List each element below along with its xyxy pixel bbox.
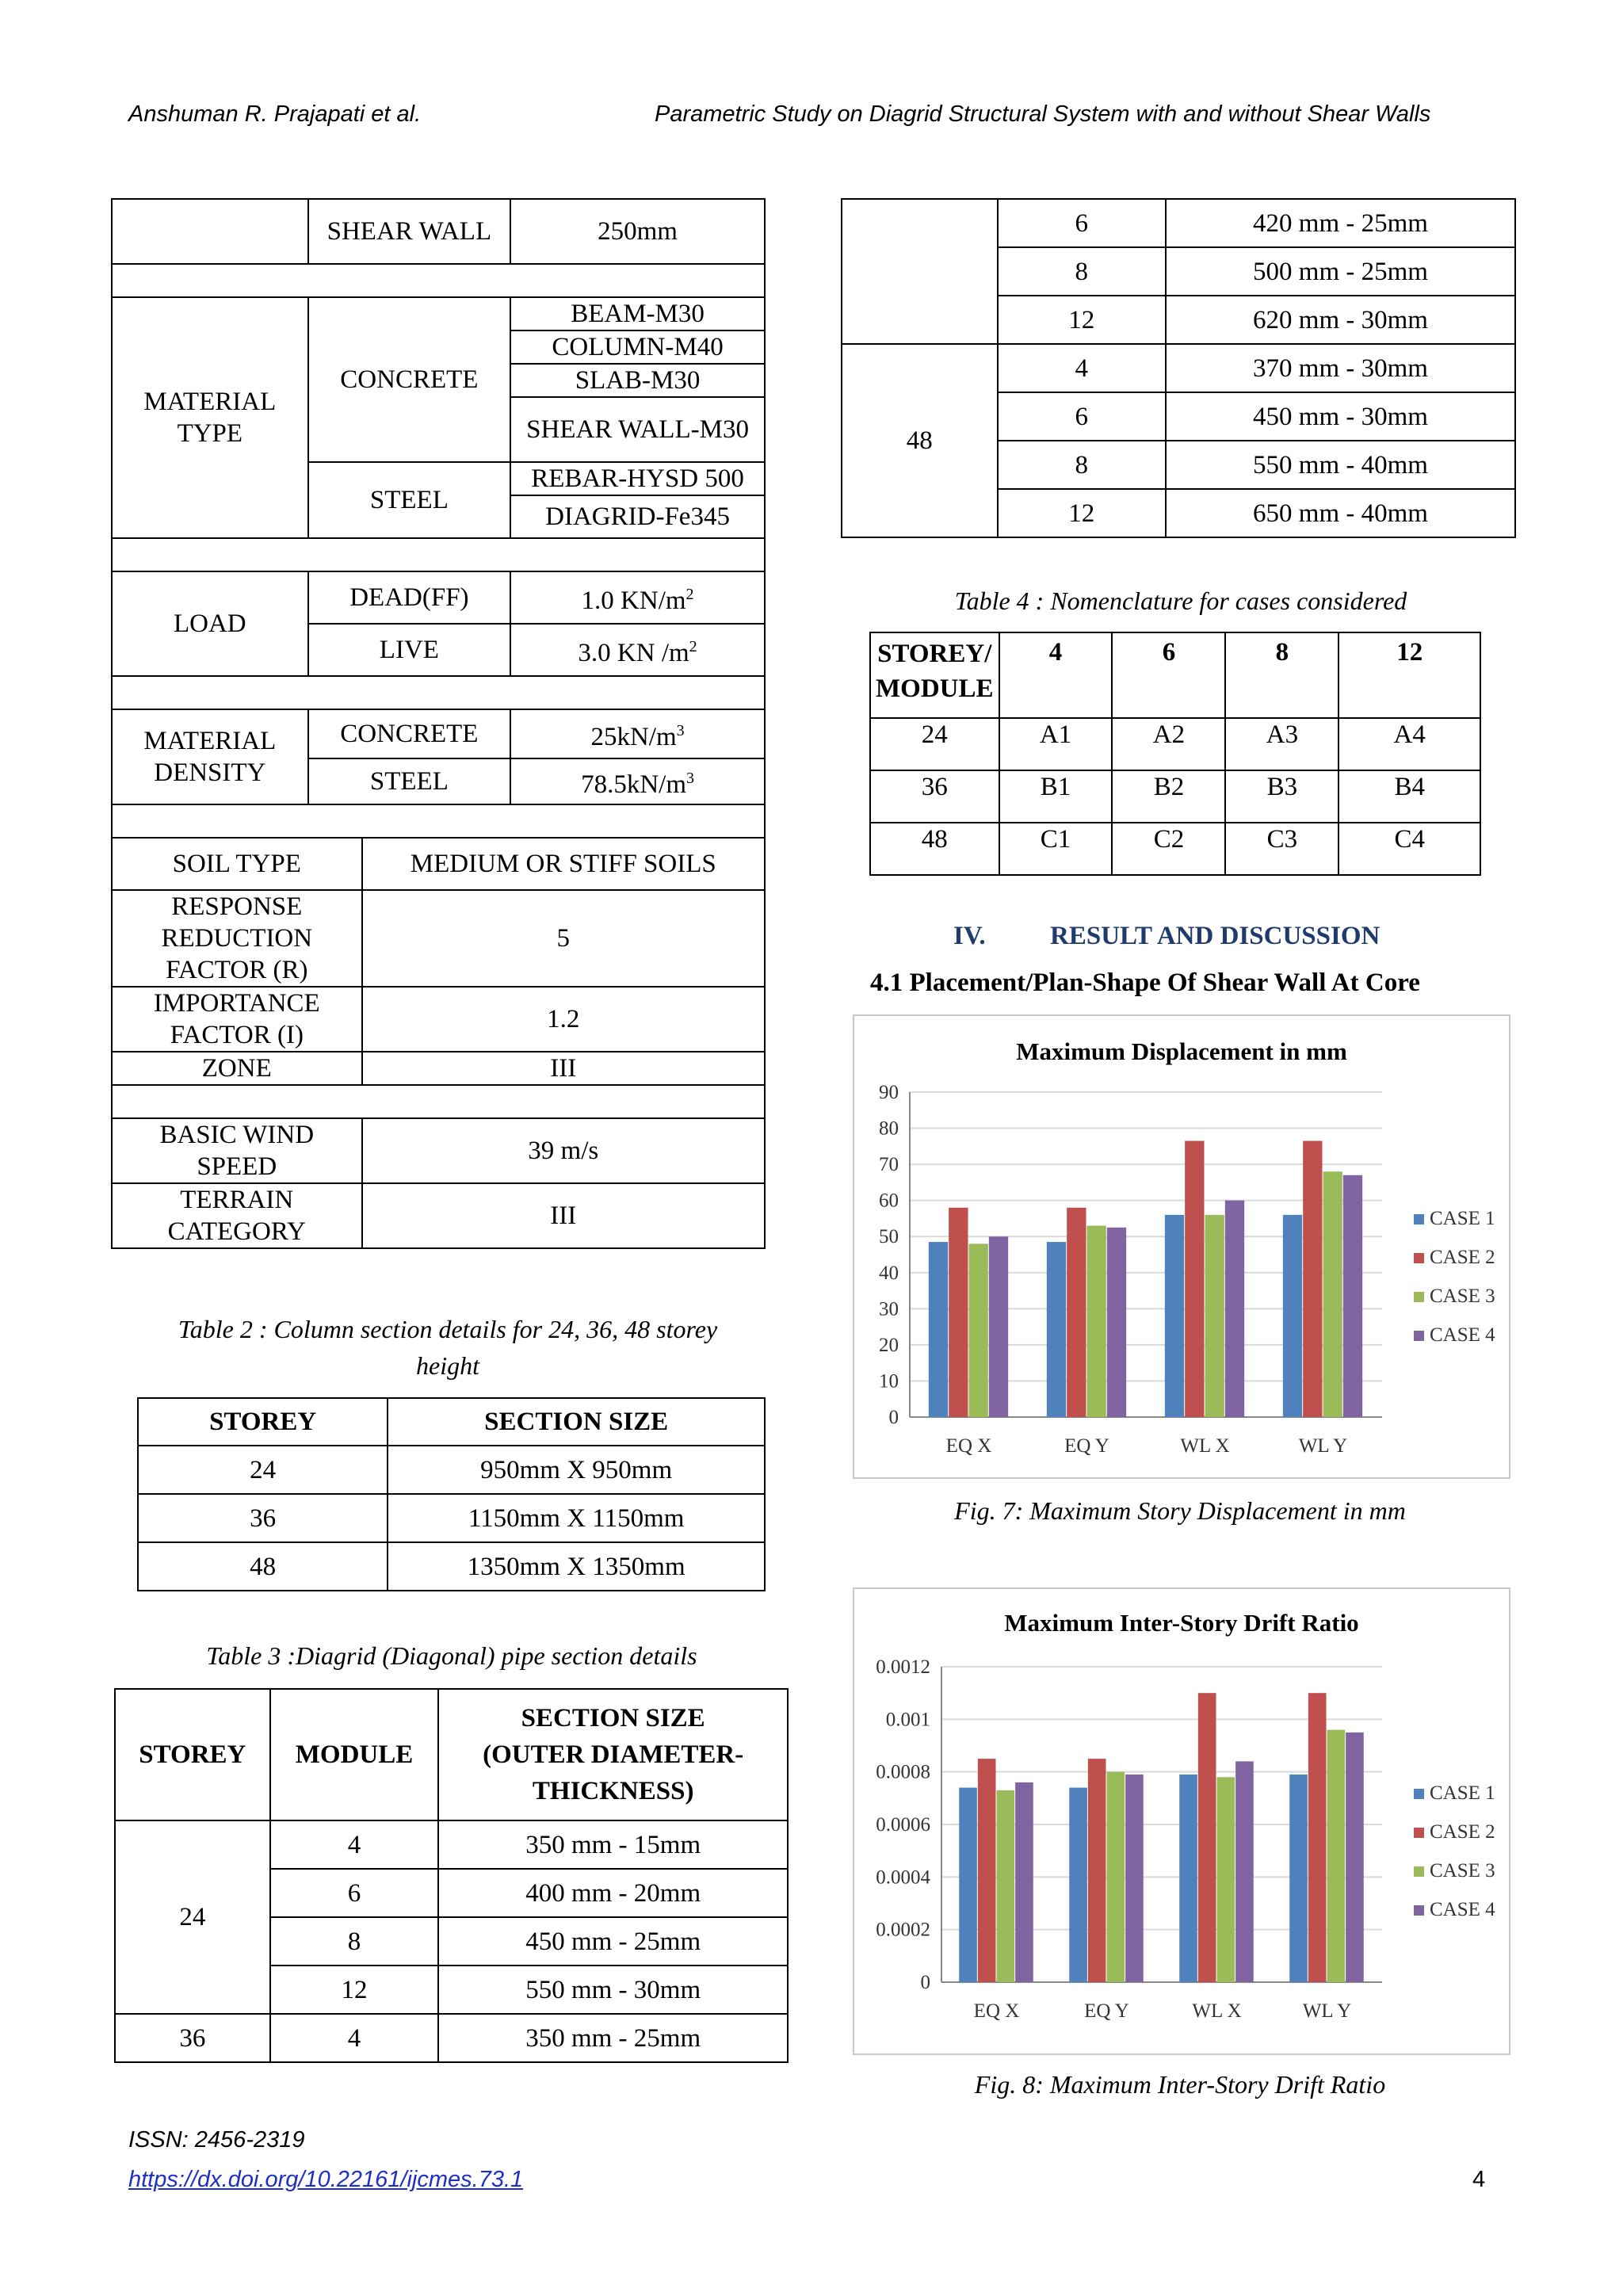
- legend-label: CASE 1: [1430, 1782, 1495, 1804]
- y-tick-label: 0: [888, 1407, 899, 1428]
- x-tick-label: WL X: [1180, 1435, 1230, 1457]
- x-tick-label: EQ X: [973, 2000, 1020, 2022]
- diagrid-grade: DIAGRID-Fe345: [510, 495, 765, 538]
- running-header-authors: Anshuman R. Prajapati et al.: [128, 101, 422, 127]
- table-cell: 6: [998, 199, 1166, 247]
- table-cell: 24: [870, 718, 999, 770]
- table-cell: 450 mm - 30mm: [1166, 392, 1515, 441]
- spacer-row: [112, 1085, 765, 1118]
- bar-case-3: [1087, 1226, 1106, 1417]
- x-tick-label: WL X: [1192, 2000, 1242, 2022]
- doi-link[interactable]: https://dx.doi.org/10.22161/ijcmes.73.1: [128, 2167, 524, 2192]
- legend-swatch: [1414, 1292, 1424, 1302]
- density-concrete-label: CONCRETE: [308, 709, 510, 758]
- x-tick-label: EQ Y: [1084, 2000, 1129, 2022]
- y-tick-label: 80: [879, 1117, 899, 1140]
- table-cell: 420 mm - 25mm: [1166, 199, 1515, 247]
- table-cell: 550 mm - 40mm: [1166, 441, 1515, 489]
- steel-label: STEEL: [308, 462, 510, 538]
- bar-case-4: [1235, 1761, 1254, 1982]
- y-tick-label: 30: [879, 1298, 899, 1320]
- wind-speed-label: BASIC WIND SPEED: [112, 1118, 362, 1183]
- table-cell: 8: [998, 441, 1166, 489]
- table-cell: 1350mm X 1350mm: [388, 1542, 765, 1591]
- y-tick-label: 60: [879, 1190, 899, 1212]
- subsection-heading: 4.1 Placement/Plan-Shape Of Shear Wall At Core: [870, 968, 1420, 997]
- table-cell: B1: [999, 770, 1113, 823]
- importance-factor-value: 1.2: [362, 987, 765, 1052]
- slab-grade: SLAB-M30: [510, 364, 765, 397]
- running-header-title: Parametric Study on Diagrid Structural System with and without Shear Walls: [655, 101, 1431, 127]
- legend-label: CASE 2: [1430, 1247, 1495, 1268]
- spacer-row: [112, 676, 765, 709]
- zone-label: ZONE: [112, 1052, 362, 1085]
- bar-case-1: [1165, 1215, 1184, 1417]
- legend-label: CASE 3: [1430, 1860, 1495, 1881]
- y-tick-label: 0.0002: [876, 1919, 930, 1941]
- bar-case-3: [1327, 1730, 1346, 1982]
- load-label: LOAD: [112, 571, 308, 676]
- x-tick-label: EQ Y: [1064, 1435, 1109, 1457]
- response-factor-label: RESPONSE REDUCTION FACTOR (R): [112, 890, 362, 987]
- col-header: 4: [999, 632, 1113, 718]
- bar-case-4: [1107, 1228, 1126, 1417]
- table-cell: 620 mm - 30mm: [1166, 296, 1515, 344]
- storey-cell: [842, 199, 998, 344]
- concrete-label: CONCRETE: [308, 297, 510, 462]
- x-tick-label: WL Y: [1302, 2000, 1352, 2022]
- table-cell: 12: [998, 489, 1166, 537]
- table-cell: 350 mm - 15mm: [438, 1820, 788, 1869]
- drift-ratio-chart: [853, 1587, 1510, 2055]
- table-cell: C2: [1112, 823, 1225, 875]
- fig8-caption: Fig. 8: Maximum Inter-Story Drift Ratio: [974, 2070, 1386, 2099]
- table-cell: 450 mm - 25mm: [438, 1917, 788, 1966]
- column-section-table: [137, 1397, 766, 1591]
- table-cell: 550 mm - 30mm: [438, 1966, 788, 2014]
- wind-speed-value: 39 m/s: [362, 1118, 765, 1183]
- y-tick-label: 70: [879, 1154, 899, 1176]
- storey-cell: 48: [842, 344, 998, 537]
- zone-value: III: [362, 1052, 765, 1085]
- diagrid-section-table: [114, 1688, 789, 2063]
- bar-case-4: [1015, 1782, 1033, 1982]
- density-concrete-value: $25kN/m^3$: [510, 709, 765, 758]
- col-header: SECTION SIZE: [388, 1398, 765, 1446]
- table-cell: B2: [1112, 770, 1225, 823]
- bar-case-4: [1225, 1201, 1244, 1417]
- table-cell: 8: [270, 1917, 439, 1966]
- bar-case-2: [1303, 1141, 1322, 1418]
- bar-case-3: [1107, 1772, 1125, 1982]
- bar-case-4: [1343, 1175, 1362, 1417]
- col-header: STOREY: [138, 1398, 388, 1446]
- table-cell: B3: [1225, 770, 1338, 823]
- storey-cell: 24: [115, 1820, 270, 2014]
- legend-swatch: [1414, 1905, 1424, 1916]
- column-grade: COLUMN-M40: [510, 330, 765, 364]
- section-heading: RESULT AND DISCUSSION: [1050, 922, 1381, 950]
- table-cell: 950mm X 950mm: [388, 1446, 765, 1494]
- blank-cell: [112, 199, 308, 264]
- chart-title: Maximum Displacement in mm: [1016, 1037, 1347, 1065]
- table-cell: 400 mm - 20mm: [438, 1869, 788, 1917]
- y-tick-label: 50: [879, 1226, 899, 1248]
- rebar-grade: REBAR-HYSD 500: [510, 462, 765, 495]
- bar-case-1: [1283, 1215, 1302, 1417]
- table-cell: C1: [999, 823, 1113, 875]
- bar-case-2: [978, 1759, 996, 1982]
- col-header: SECTION SIZE (OUTER DIAMETER-THICKNESS): [438, 1689, 788, 1820]
- table-cell: 48: [138, 1542, 388, 1591]
- shear-wall-grade: SHEAR WALL-M30: [510, 397, 765, 462]
- legend-swatch: [1414, 1828, 1424, 1838]
- legend-label: CASE 4: [1430, 1324, 1495, 1346]
- spacer-row: [112, 538, 765, 571]
- legend-label: CASE 4: [1430, 1899, 1495, 1920]
- y-tick-label: 0.0004: [876, 1866, 930, 1889]
- shear-wall-value: 250mm: [510, 199, 765, 264]
- storey-cell: 36: [115, 2014, 270, 2062]
- drift-ratio-chart-svg: [854, 1589, 1509, 2053]
- table-cell: A4: [1338, 718, 1480, 770]
- legend-swatch: [1414, 1866, 1424, 1877]
- bar-case-2: [1185, 1141, 1204, 1418]
- bar-case-2: [949, 1208, 968, 1417]
- table-cell: 4: [998, 344, 1166, 392]
- terrain-category-label: TERRAIN CATEGORY: [112, 1183, 362, 1248]
- density-steel-value: $78.5kN/m^3$: [510, 758, 765, 804]
- col-header: STOREY/ MODULE: [870, 632, 999, 718]
- table-cell: C3: [1225, 823, 1338, 875]
- col-header: STOREY: [115, 1689, 270, 1820]
- table3-caption: Table 3 :Diagrid (Diagonal) pipe section details: [206, 1641, 697, 1670]
- y-tick-label: 0: [920, 1972, 930, 1993]
- legend-swatch: [1414, 1253, 1424, 1263]
- bar-case-1: [929, 1242, 948, 1417]
- bar-case-2: [1198, 1693, 1216, 1982]
- table-cell: 8: [998, 247, 1166, 296]
- live-load-value: 3.0 KN $/m^2$: [510, 624, 765, 676]
- bar-case-3: [997, 1790, 1015, 1982]
- bar-case-4: [1346, 1733, 1364, 1982]
- bar-case-3: [1205, 1215, 1224, 1417]
- table-cell: 4: [270, 2014, 439, 2062]
- table-cell: 6: [270, 1869, 439, 1917]
- legend-label: CASE 1: [1430, 1208, 1495, 1229]
- displacement-chart: [853, 1014, 1510, 1479]
- soil-type-value: MEDIUM OR STIFF SOILS: [362, 838, 765, 890]
- material-density-label: MATERIAL DENSITY: [112, 709, 308, 804]
- nomenclature-table: [869, 632, 1481, 876]
- y-tick-label: 0.001: [885, 1709, 930, 1731]
- legend-swatch: [1414, 1789, 1424, 1799]
- terrain-category-value: III: [362, 1183, 765, 1248]
- y-tick-label: 0.0006: [876, 1814, 930, 1836]
- table-cell: 650 mm - 40mm: [1166, 489, 1515, 537]
- bar-case-3: [1217, 1777, 1235, 1982]
- bar-case-4: [1125, 1775, 1144, 1982]
- table-cell: A1: [999, 718, 1113, 770]
- x-tick-label: WL Y: [1298, 1435, 1348, 1457]
- spacer-row: [112, 264, 765, 297]
- col-header: 12: [1338, 632, 1480, 718]
- table-cell: 48: [870, 823, 999, 875]
- density-steel-label: STEEL: [308, 758, 510, 804]
- importance-factor-label: IMPORTANCE FACTOR (I): [112, 987, 362, 1052]
- soil-type-label: SOIL TYPE: [112, 838, 362, 890]
- y-tick-label: 0.0008: [876, 1761, 930, 1783]
- chart-title: Maximum Inter-Story Drift Ratio: [1004, 1609, 1359, 1637]
- y-tick-label: 10: [879, 1370, 899, 1392]
- legend-swatch: [1414, 1331, 1424, 1341]
- bar-case-2: [1088, 1759, 1106, 1982]
- displacement-chart-svg: [854, 1016, 1509, 1477]
- bar-case-2: [1308, 1693, 1327, 1982]
- bar-case-4: [989, 1236, 1008, 1417]
- spacer-row: [112, 804, 765, 838]
- beam-grade: BEAM-M30: [510, 297, 765, 330]
- bar-case-1: [1179, 1775, 1197, 1982]
- table-cell: C4: [1338, 823, 1480, 875]
- bar-case-3: [969, 1244, 988, 1417]
- issn: ISSN: 2456-2319: [128, 2127, 305, 2153]
- table2-caption: Table 2 : Column section details for 24, 36, 48 storey height: [178, 1315, 718, 1380]
- y-tick-label: 20: [879, 1334, 899, 1356]
- table-cell: 370 mm - 30mm: [1166, 344, 1515, 392]
- shear-wall-label: SHEAR WALL: [308, 199, 510, 264]
- fig7-caption: Fig. 7: Maximum Story Displacement in mm: [954, 1496, 1406, 1525]
- bar-case-1: [959, 1788, 977, 1982]
- col-header: 6: [1112, 632, 1225, 718]
- bar-case-1: [1069, 1788, 1087, 1982]
- x-tick-label: EQ X: [945, 1435, 992, 1457]
- diagrid-section-table-continued: [841, 198, 1516, 538]
- table-cell: 350 mm - 25mm: [438, 2014, 788, 2062]
- table-cell: 24: [138, 1446, 388, 1494]
- legend-label: CASE 2: [1430, 1821, 1495, 1843]
- y-tick-label: 40: [879, 1262, 899, 1284]
- table-cell: 6: [998, 392, 1166, 441]
- table-cell: A2: [1112, 718, 1225, 770]
- table-cell: B4: [1338, 770, 1480, 823]
- table-cell: 1150mm X 1150mm: [388, 1494, 765, 1542]
- legend-swatch: [1414, 1214, 1424, 1224]
- y-tick-label: 0.0012: [876, 1656, 930, 1678]
- table-cell: 36: [870, 770, 999, 823]
- response-factor-value: 5: [362, 890, 765, 987]
- bar-case-2: [1067, 1208, 1086, 1417]
- live-load-label: LIVE: [308, 624, 510, 676]
- bar-case-1: [1047, 1242, 1066, 1417]
- page-number: 4: [1472, 2167, 1486, 2192]
- col-header: MODULE: [270, 1689, 439, 1820]
- material-type-label: MATERIAL TYPE: [112, 297, 308, 538]
- bar-case-1: [1289, 1775, 1308, 1982]
- dead-load-value: 1.0 $KN/m^2$: [510, 571, 765, 624]
- section-number: IV.: [953, 922, 986, 950]
- bar-case-3: [1323, 1171, 1342, 1417]
- dead-load-label: DEAD(FF): [308, 571, 510, 624]
- col-header: 8: [1225, 632, 1338, 718]
- y-tick-label: 90: [879, 1082, 899, 1103]
- table-cell: 4: [270, 1820, 439, 1869]
- table-cell: 12: [270, 1966, 439, 2014]
- table4-caption: Table 4 : Nomenclature for cases considered: [954, 586, 1407, 615]
- doi-wrapper: [128, 2167, 523, 2193]
- table-cell: 36: [138, 1494, 388, 1542]
- table-cell: 500 mm - 25mm: [1166, 247, 1515, 296]
- table-cell: 12: [998, 296, 1166, 344]
- parameters-table: [111, 198, 766, 1249]
- table-cell: A3: [1225, 718, 1338, 770]
- legend-label: CASE 3: [1430, 1286, 1495, 1307]
